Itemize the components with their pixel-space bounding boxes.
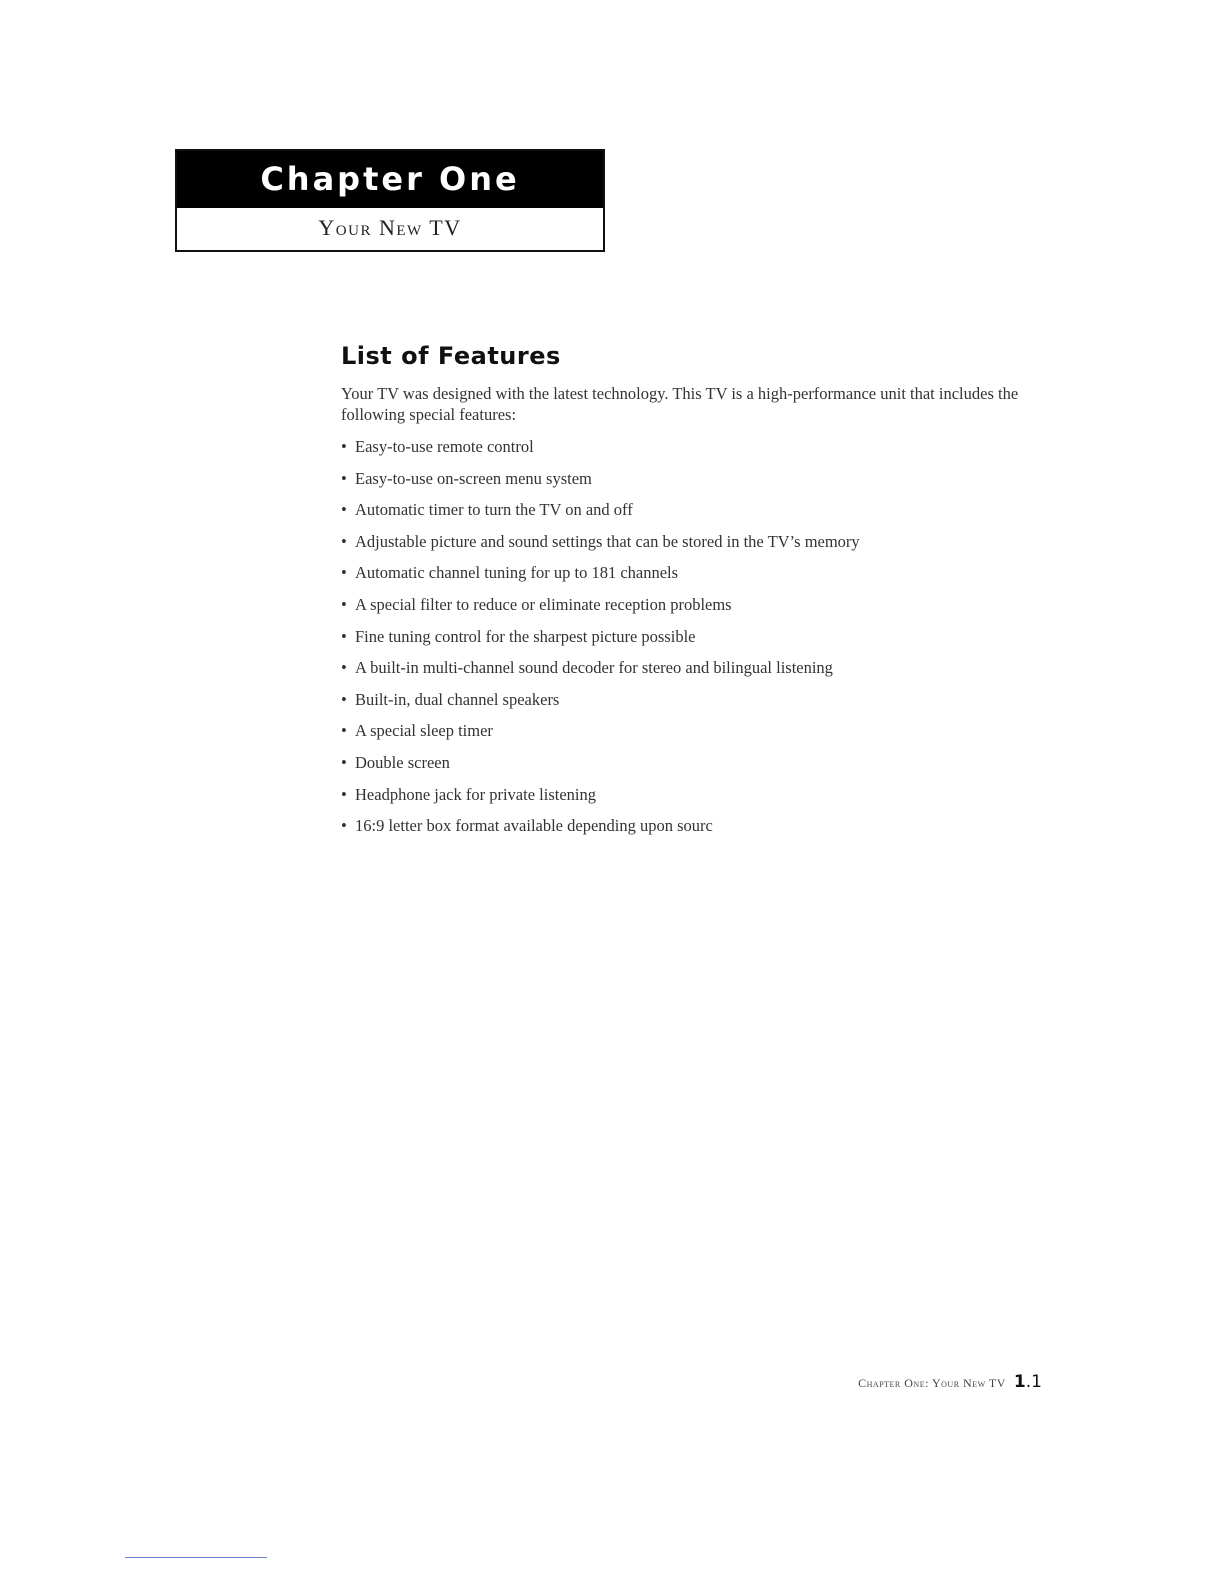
list-item	[341, 531, 860, 563]
feature-text: Double screen	[355, 752, 450, 772]
page-number-minor: .1	[1025, 1372, 1042, 1392]
feature-text: A special sleep timer	[355, 721, 493, 741]
bullet-icon: •	[341, 500, 347, 520]
bullet-icon: •	[341, 531, 347, 551]
bullet-icon: •	[341, 721, 347, 741]
list-item	[341, 784, 860, 816]
feature-text: Automatic channel tuning for up to 181 channels	[355, 563, 679, 583]
feature-text: A special filter to reduce or eliminate reception problems	[355, 594, 732, 614]
feature-text: 16:9 letter box format available depending upon sourc	[355, 816, 713, 836]
bullet-icon: •	[341, 658, 347, 678]
feature-text: A built-in multi-channel sound decoder for stereo and bilingual listening	[355, 658, 833, 678]
feature-list	[341, 436, 860, 847]
page-number	[1014, 1372, 1042, 1392]
bullet-icon: •	[341, 689, 347, 709]
bullet-icon: •	[341, 437, 347, 456]
chapter-subtitle: Your New TV	[318, 215, 462, 240]
list-item	[341, 499, 860, 531]
bullet-icon: •	[341, 563, 347, 583]
section-heading: List of Features	[341, 342, 561, 370]
bullet-icon: •	[341, 594, 347, 614]
bullet-icon: •	[341, 626, 347, 646]
list-item	[341, 436, 860, 468]
feature-text: Easy-to-use remote control	[355, 437, 534, 456]
chapter-title: Chapter One	[177, 151, 603, 208]
list-item	[341, 689, 860, 721]
feature-text: Automatic timer to turn the TV on and off	[355, 500, 633, 520]
list-item	[341, 815, 860, 847]
bottom-divider	[125, 1557, 267, 1558]
bullet-icon: •	[341, 816, 347, 836]
footer-label: Chapter One: Your New TV	[858, 1376, 1006, 1390]
bullet-icon: •	[341, 752, 347, 772]
list-item	[341, 562, 860, 594]
bullet-icon: •	[341, 784, 347, 804]
chapter-header-box	[175, 149, 605, 252]
bullet-icon: •	[341, 468, 347, 488]
feature-text: Fine tuning control for the sharpest picture possible	[355, 626, 696, 646]
list-item	[341, 468, 860, 500]
list-item	[341, 657, 860, 689]
feature-text: Easy-to-use on-screen menu system	[355, 468, 592, 488]
feature-text: Headphone jack for private listening	[355, 784, 596, 804]
list-item	[341, 752, 860, 784]
feature-text: Built-in, dual channel speakers	[355, 689, 560, 709]
feature-text: Adjustable picture and sound settings that can be stored in the TV’s memory	[355, 531, 860, 551]
intro-paragraph: Your TV was designed with the latest technology. This TV is a high-performance unit that includes the following special features:	[341, 384, 1019, 424]
list-item	[341, 594, 860, 626]
list-item	[341, 626, 860, 658]
page-number-major: 1	[1013, 1372, 1026, 1392]
page-footer	[858, 1372, 1042, 1392]
list-item	[341, 720, 860, 752]
